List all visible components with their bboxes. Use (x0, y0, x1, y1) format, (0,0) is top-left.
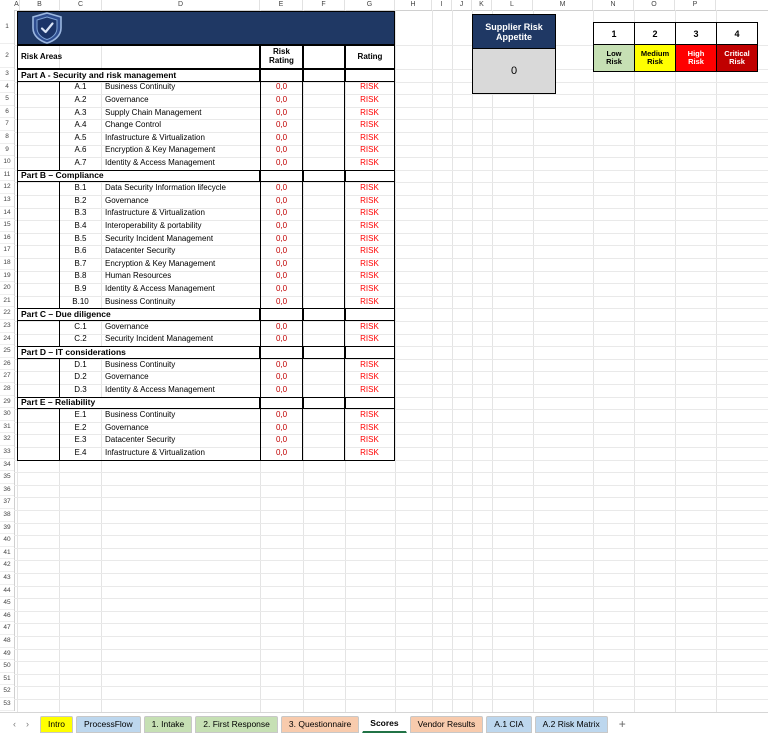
row-rating-label[interactable]: RISK (345, 182, 395, 195)
sheet-tab-a-1-cia[interactable]: A.1 CIA (486, 716, 531, 733)
row-risk-rating-value[interactable]: 0,0 (260, 258, 303, 271)
row-header-34[interactable]: 34 (0, 459, 14, 472)
sheet-tab-scores[interactable]: Scores (362, 715, 406, 733)
row-header-27[interactable]: 27 (0, 370, 14, 383)
row-header-22[interactable]: 22 (0, 307, 14, 320)
row-risk-rating-value[interactable]: 0,0 (260, 195, 303, 208)
section-blank-g[interactable] (345, 69, 395, 82)
row-blank-cell[interactable] (303, 157, 345, 170)
row-blank-cell[interactable] (303, 283, 345, 296)
row-rating-label[interactable]: RISK (345, 283, 395, 296)
row-risk-rating-value[interactable]: 0,0 (260, 245, 303, 258)
row-blank-cell[interactable] (303, 422, 345, 435)
row-area-name[interactable]: Governance (105, 372, 149, 382)
table-left-border (17, 145, 18, 158)
section-blank-g[interactable] (345, 397, 395, 410)
section-blank-f[interactable] (303, 69, 345, 82)
section-title-row[interactable]: Part B – Compliance (17, 170, 260, 183)
column-header-m[interactable]: M (533, 0, 593, 10)
row-blank-cell[interactable] (303, 107, 345, 120)
section-blank-g[interactable] (345, 308, 395, 321)
row-blank-cell[interactable] (303, 359, 345, 372)
row-rating-label[interactable]: RISK (345, 359, 395, 372)
row-header-21[interactable]: 21 (0, 295, 14, 308)
row-code[interactable]: E.2 (59, 422, 101, 435)
header-risk-rating-line1: Risk (273, 47, 290, 57)
row-header-25[interactable]: 25 (0, 345, 14, 358)
header-risk-rating-line2: Rating (269, 56, 294, 65)
row-code[interactable]: B.1 (59, 182, 101, 195)
table-left-border (17, 296, 18, 309)
table-left-border (17, 447, 18, 460)
row-area-name[interactable]: Infastructure & Virtualization (105, 208, 205, 218)
row-header-42[interactable]: 42 (0, 559, 14, 572)
row-risk-rating-value[interactable]: 0,0 (260, 157, 303, 170)
row-header-28[interactable]: 28 (0, 383, 14, 396)
row-area-name[interactable]: Governance (105, 195, 149, 205)
column-header-a[interactable]: A (14, 1, 19, 8)
legend-number-3: 3 (675, 22, 717, 46)
column-header-b[interactable]: B (20, 0, 60, 10)
row-risk-rating-value[interactable]: 0,0 (260, 359, 303, 372)
row-blank-cell[interactable] (303, 182, 345, 195)
row-header-43[interactable]: 43 (0, 572, 14, 585)
row-blank-cell[interactable] (303, 119, 345, 132)
table-left-border (17, 119, 18, 132)
column-header-d[interactable]: D (102, 0, 260, 10)
header-blank[interactable] (303, 45, 345, 69)
row-blank-cell[interactable] (303, 434, 345, 447)
sheet-tab-processflow[interactable]: ProcessFlow (76, 716, 141, 733)
row-blank-cell[interactable] (303, 132, 345, 145)
row-rating-label[interactable]: RISK (345, 220, 395, 233)
row-header-36[interactable]: 36 (0, 484, 14, 497)
row-header-24[interactable]: 24 (0, 333, 14, 346)
table-left-border (17, 82, 18, 95)
legend-label-medium-risk (634, 44, 676, 72)
row-header-33[interactable]: 33 (0, 446, 14, 459)
row-header-17[interactable]: 17 (0, 244, 14, 257)
legend-label-line2: Risk (729, 57, 745, 66)
row-blank-cell[interactable] (303, 334, 345, 347)
row-area-name[interactable]: Identity & Access Management (105, 384, 215, 394)
table-left-border (17, 359, 18, 372)
row-header-52[interactable]: 52 (0, 685, 14, 698)
column-header-p[interactable]: P (675, 0, 716, 10)
row-header-49[interactable]: 49 (0, 648, 14, 661)
row-rating-label[interactable]: RISK (345, 119, 395, 132)
table-header-band (17, 11, 395, 45)
row-header-26[interactable]: 26 (0, 358, 14, 371)
row-blank-cell[interactable] (303, 296, 345, 309)
legend-label-line1: Medium (640, 49, 670, 59)
row-rating-label[interactable]: RISK (345, 434, 395, 447)
row-code[interactable]: C.2 (59, 334, 101, 347)
section-blank-e[interactable] (260, 346, 303, 359)
row-blank-cell[interactable] (303, 94, 345, 107)
shield-badge-icon (30, 11, 64, 45)
row-area-name[interactable]: Change Control (105, 120, 162, 130)
row-code[interactable]: B.8 (59, 271, 101, 284)
row-area-name[interactable]: Business Continuity (105, 359, 176, 369)
legend-label-low-risk (593, 44, 635, 72)
row-header-44[interactable]: 44 (0, 585, 14, 598)
row-rating-label[interactable]: RISK (345, 422, 395, 435)
row-risk-rating-value[interactable]: 0,0 (260, 371, 303, 384)
row-header-10[interactable]: 10 (0, 156, 14, 169)
sheet-tab-intro[interactable]: Intro (40, 716, 73, 733)
row-rating-label[interactable]: RISK (345, 447, 395, 460)
row-area-name[interactable]: Infastructure & Virtualization (105, 447, 205, 457)
row-rating-label[interactable]: RISK (345, 208, 395, 221)
row-header-9[interactable]: 9 (0, 144, 14, 157)
column-header-i[interactable]: I (432, 0, 452, 10)
row-header-40[interactable]: 40 (0, 534, 14, 547)
row-area-name[interactable]: Encryption & Key Management (105, 258, 216, 268)
table-left-border (17, 94, 18, 107)
table-left-border (17, 371, 18, 384)
row-area-name[interactable]: Data Security Information lifecycle (105, 183, 226, 193)
row-rating-label[interactable]: RISK (345, 157, 395, 170)
row-area-name[interactable]: Governance (105, 321, 149, 331)
row-area-name[interactable]: Infastructure & Virtualization (105, 132, 205, 142)
row-risk-rating-value[interactable]: 0,0 (260, 82, 303, 95)
row-rating-label[interactable]: RISK (345, 296, 395, 309)
row-header-46[interactable]: 46 (0, 610, 14, 623)
table-left-border (17, 321, 18, 334)
row-code[interactable]: B.3 (59, 208, 101, 221)
row-blank-cell[interactable] (303, 245, 345, 258)
row-blank-cell[interactable] (303, 233, 345, 246)
supplier-risk-appetite-value[interactable]: 0 (472, 48, 556, 94)
sheet-nav-next-icon[interactable]: › (26, 719, 29, 729)
row-risk-rating-value[interactable]: 0,0 (260, 271, 303, 284)
row-header-23[interactable]: 23 (0, 320, 14, 333)
row-header-3[interactable]: 3 (0, 68, 14, 81)
table-left-border (17, 271, 18, 284)
row-header-47[interactable]: 47 (0, 622, 14, 635)
sheet-tab-3-questionnaire[interactable]: 3. Questionnaire (281, 716, 359, 733)
row-header-31[interactable]: 31 (0, 421, 14, 434)
sheet-tab-2-first-response[interactable]: 2. First Response (195, 716, 278, 733)
row-code[interactable]: B.4 (59, 220, 101, 233)
row-rating-label[interactable]: RISK (345, 233, 395, 246)
row-header-strip[interactable] (0, 10, 15, 711)
row-header-32[interactable]: 32 (0, 433, 14, 446)
row-header-18[interactable]: 18 (0, 257, 14, 270)
table-left-border (17, 157, 18, 170)
row-header-30[interactable]: 30 (0, 408, 14, 421)
row-code[interactable]: E.3 (59, 434, 101, 447)
row-rating-label[interactable]: RISK (345, 82, 395, 95)
row-area-name[interactable]: Business Continuity (105, 296, 176, 306)
row-header-1[interactable]: 1 (0, 10, 14, 44)
column-header-g[interactable]: G (345, 0, 395, 10)
legend-label-line1: Critical (724, 49, 750, 59)
table-left-border (17, 384, 18, 397)
section-title-row[interactable]: Part A - Security and risk management (17, 69, 260, 82)
row-code[interactable]: E.1 (59, 409, 101, 422)
row-risk-rating-value[interactable]: 0,0 (260, 409, 303, 422)
row-code[interactable]: D.1 (59, 359, 101, 372)
section-blank-f[interactable] (303, 308, 345, 321)
table-left-border (17, 233, 18, 246)
row-code[interactable]: A.1 (59, 82, 101, 95)
row-risk-rating-value[interactable]: 0,0 (260, 283, 303, 296)
row-area-name[interactable]: Business Continuity (105, 410, 176, 420)
row-area-name[interactable]: Business Continuity (105, 82, 176, 92)
row-blank-cell[interactable] (303, 258, 345, 271)
row-rating-label[interactable]: RISK (345, 409, 395, 422)
row-header-8[interactable]: 8 (0, 131, 14, 144)
row-header-5[interactable]: 5 (0, 93, 14, 106)
row-blank-cell[interactable] (303, 145, 345, 158)
row-rating-label[interactable]: RISK (345, 107, 395, 120)
row-code[interactable]: B.9 (59, 283, 101, 296)
section-title-row[interactable]: Part C – Due diligence (17, 308, 260, 321)
column-header-o[interactable]: O (634, 0, 675, 10)
row-blank-cell[interactable] (303, 220, 345, 233)
legend-label-critical-risk (716, 44, 758, 72)
legend-label-line2: Risk (606, 57, 622, 66)
row-area-name[interactable]: Encryption & Key Management (105, 145, 216, 155)
row-risk-rating-value[interactable]: 0,0 (260, 145, 303, 158)
sheet-nav-buttons[interactable] (8, 719, 34, 729)
column-header-e[interactable]: E (260, 0, 303, 10)
row-header-20[interactable]: 20 (0, 282, 14, 295)
row-header-2[interactable]: 2 (0, 44, 14, 68)
row-area-name[interactable]: Security Incident Management (105, 233, 214, 243)
row-risk-rating-value[interactable]: 0,0 (260, 220, 303, 233)
row-blank-cell[interactable] (303, 195, 345, 208)
row-risk-rating-value[interactable]: 0,0 (260, 334, 303, 347)
section-blank-f[interactable] (303, 170, 345, 183)
legend-label-line2: Risk (688, 57, 704, 66)
row-risk-rating-value[interactable]: 0,0 (260, 447, 303, 460)
row-header-45[interactable]: 45 (0, 597, 14, 610)
row-code[interactable]: B.7 (59, 258, 101, 271)
legend-number-1: 1 (593, 22, 635, 46)
column-header-c[interactable]: C (60, 0, 102, 10)
table-left-border (17, 245, 18, 258)
row-rating-label[interactable]: RISK (345, 334, 395, 347)
row-header-39[interactable]: 39 (0, 522, 14, 535)
row-header-16[interactable]: 16 (0, 232, 14, 245)
section-title-row[interactable]: Part E – Reliability (17, 397, 260, 410)
section-blank-f[interactable] (303, 346, 345, 359)
row-header-7[interactable]: 7 (0, 118, 14, 131)
row-blank-cell[interactable] (303, 321, 345, 334)
row-risk-rating-value[interactable]: 0,0 (260, 296, 303, 309)
row-blank-cell[interactable] (303, 208, 345, 221)
row-area-name[interactable]: Security Incident Management (105, 334, 214, 344)
row-area-name[interactable]: Governance (105, 422, 149, 432)
table-left-border (17, 195, 18, 208)
row-blank-cell[interactable] (303, 447, 345, 460)
legend-label-line1: Low (606, 49, 622, 59)
sheet-nav-prev-icon[interactable]: ‹ (13, 719, 16, 729)
row-rating-label[interactable]: RISK (345, 258, 395, 271)
section-blank-f[interactable] (303, 397, 345, 410)
row-rating-label[interactable]: RISK (345, 94, 395, 107)
supplier-risk-appetite-title (472, 14, 556, 50)
sheet-tab-list[interactable] (40, 715, 611, 733)
row-code[interactable]: A.4 (59, 119, 101, 132)
sheet-tab-1-intake[interactable]: 1. Intake (144, 716, 193, 733)
row-rating-label[interactable]: RISK (345, 195, 395, 208)
row-risk-rating-value[interactable]: 0,0 (260, 132, 303, 145)
section-blank-e[interactable] (260, 308, 303, 321)
row-blank-cell[interactable] (303, 409, 345, 422)
row-risk-rating-value[interactable]: 0,0 (260, 208, 303, 221)
row-header-13[interactable]: 13 (0, 194, 14, 207)
row-header-37[interactable]: 37 (0, 496, 14, 509)
row-blank-cell[interactable] (303, 82, 345, 95)
add-sheet-button[interactable]: + (618, 717, 626, 731)
row-header-19[interactable]: 19 (0, 270, 14, 283)
table-left-border (17, 334, 18, 347)
table-left-border (17, 107, 18, 120)
row-header-38[interactable]: 38 (0, 509, 14, 522)
row-risk-rating-value[interactable]: 0,0 (260, 233, 303, 246)
row-risk-rating-value[interactable]: 0,0 (260, 434, 303, 447)
row-header-50[interactable]: 50 (0, 660, 14, 673)
row-code[interactable]: B.2 (59, 195, 101, 208)
header-rating[interactable]: Rating (345, 45, 395, 69)
column-header-k[interactable]: K (472, 0, 492, 10)
row-rating-label[interactable]: RISK (345, 132, 395, 145)
section-blank-e[interactable] (260, 397, 303, 410)
legend-label-line2: Risk (647, 57, 663, 66)
column-header-h[interactable]: H (395, 0, 432, 10)
table-left-border (17, 283, 18, 296)
row-risk-rating-value[interactable]: 0,0 (260, 107, 303, 120)
row-risk-rating-value[interactable]: 0,0 (260, 384, 303, 397)
section-blank-e[interactable] (260, 69, 303, 82)
row-area-name[interactable]: Human Resources (105, 271, 172, 281)
row-rating-label[interactable]: RISK (345, 145, 395, 158)
sheet-tab-a-2-risk-matrix[interactable]: A.2 Risk Matrix (535, 716, 608, 733)
column-header-l[interactable]: L (492, 0, 533, 10)
row-header-53[interactable]: 53 (0, 698, 14, 711)
row-area-name[interactable]: Interoperability & portability (105, 221, 202, 231)
row-blank-cell[interactable] (303, 371, 345, 384)
row-code[interactable]: B.5 (59, 233, 101, 246)
sheet-tab-vendor-results[interactable]: Vendor Results (410, 716, 484, 733)
table-left-border (17, 220, 18, 233)
row-rating-label[interactable]: RISK (345, 271, 395, 284)
row-header-29[interactable]: 29 (0, 396, 14, 409)
row-risk-rating-value[interactable]: 0,0 (260, 422, 303, 435)
row-code[interactable]: E.4 (59, 447, 101, 460)
row-header-14[interactable]: 14 (0, 207, 14, 220)
row-code[interactable]: C.1 (59, 321, 101, 334)
section-title-row[interactable]: Part D – IT considerations (17, 346, 260, 359)
row-blank-cell[interactable] (303, 384, 345, 397)
row-header-12[interactable]: 12 (0, 181, 14, 194)
row-area-name[interactable]: Governance (105, 95, 149, 105)
appetite-title-line2: Appetite (495, 32, 532, 42)
row-code[interactable]: A.2 (59, 94, 101, 107)
row-area-name[interactable]: Datacenter Security (105, 435, 176, 445)
table-left-border (17, 208, 18, 221)
legend-number-2: 2 (634, 22, 676, 46)
row-code[interactable]: A.7 (59, 157, 101, 170)
row-rating-label[interactable]: RISK (345, 245, 395, 258)
row-area-name[interactable]: Datacenter Security (105, 246, 176, 256)
column-header-n[interactable]: N (593, 0, 634, 10)
row-code[interactable]: A.3 (59, 107, 101, 120)
row-header-4[interactable]: 4 (0, 81, 14, 94)
row-code[interactable]: B.6 (59, 245, 101, 258)
table-left-border (17, 132, 18, 145)
appetite-title-line1: Supplier Risk (485, 21, 543, 32)
row-risk-rating-value[interactable]: 0,0 (260, 321, 303, 334)
row-header-48[interactable]: 48 (0, 635, 14, 648)
row-code[interactable]: B.10 (59, 296, 101, 309)
row-area-name[interactable]: Identity & Access Management (105, 284, 215, 294)
row-code[interactable]: A.6 (59, 145, 101, 158)
row-header-15[interactable]: 15 (0, 219, 14, 232)
row-header-35[interactable]: 35 (0, 471, 14, 484)
table-left-border (17, 182, 18, 195)
table-left-border (17, 258, 18, 271)
section-blank-e[interactable] (260, 170, 303, 183)
row-risk-rating-value[interactable]: 0,0 (260, 94, 303, 107)
legend-label-high-risk (675, 44, 717, 72)
row-rating-label[interactable]: RISK (345, 371, 395, 384)
section-blank-g[interactable] (345, 346, 395, 359)
table-left-border (17, 422, 18, 435)
row-rating-label[interactable]: RISK (345, 384, 395, 397)
row-header-51[interactable]: 51 (0, 673, 14, 686)
row-rating-label[interactable]: RISK (345, 321, 395, 334)
legend-label-line1: High (687, 49, 705, 59)
legend-number-4: 4 (716, 22, 758, 46)
table-left-border (17, 409, 18, 422)
row-code[interactable]: D.3 (59, 384, 101, 397)
row-risk-rating-value[interactable]: 0,0 (260, 182, 303, 195)
row-area-name[interactable]: Supply Chain Management (105, 107, 202, 117)
column-header-strip[interactable] (0, 0, 768, 11)
section-blank-g[interactable] (345, 170, 395, 183)
row-code[interactable]: A.5 (59, 132, 101, 145)
row-code[interactable]: D.2 (59, 371, 101, 384)
column-header-f[interactable]: F (303, 0, 345, 10)
row-blank-cell[interactable] (303, 271, 345, 284)
row-risk-rating-value[interactable]: 0,0 (260, 119, 303, 132)
header-risk-rating[interactable] (260, 45, 303, 69)
row-header-41[interactable]: 41 (0, 547, 14, 560)
table-left-border (17, 434, 18, 447)
row-header-6[interactable]: 6 (0, 106, 14, 119)
header-risk-areas[interactable]: Risk Areas (17, 45, 260, 69)
column-header-j[interactable]: J (452, 0, 472, 10)
table-bottom-border (17, 460, 395, 461)
row-area-name[interactable]: Identity & Access Management (105, 158, 215, 168)
sheet-tab-bar[interactable] (0, 712, 768, 735)
row-header-11[interactable]: 11 (0, 169, 14, 182)
